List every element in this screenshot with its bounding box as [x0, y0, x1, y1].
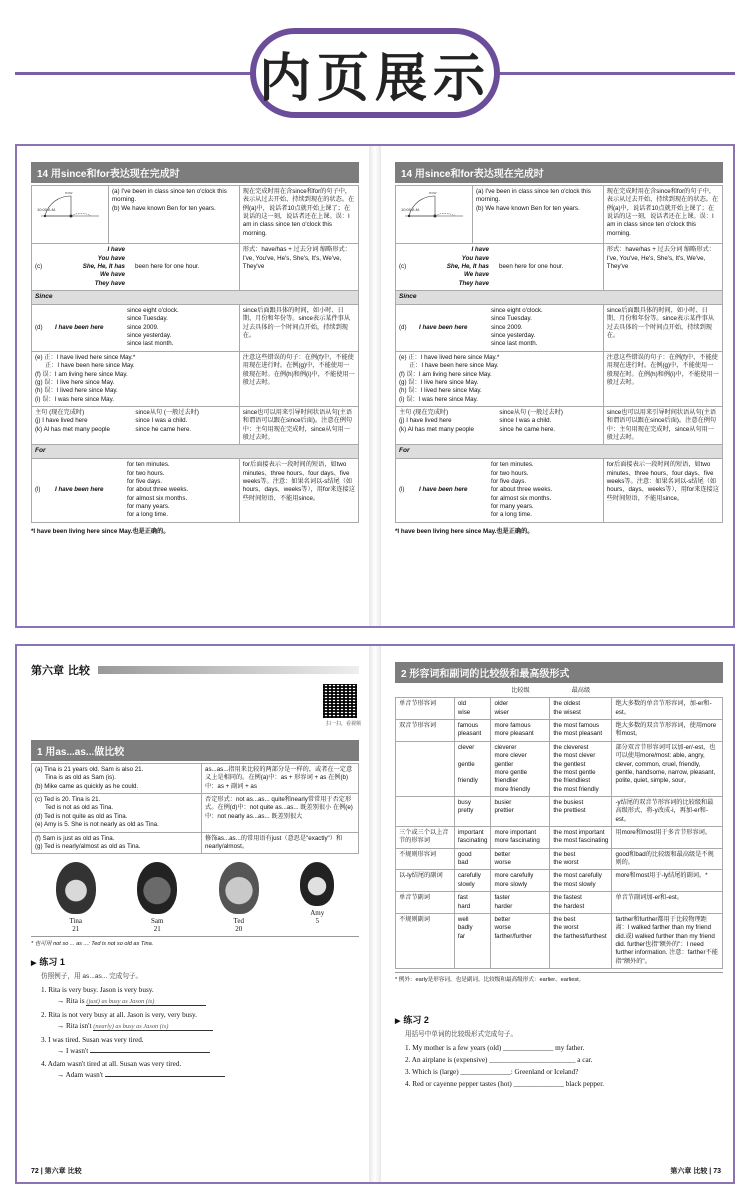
- chapter-title: 第六章 比较: [31, 664, 90, 677]
- table-row: (f) Sam is just as old as Tina. (g) Ted is nearly/almost as old as Tina. 修饰as...as...的常用语有just（意思是"exactly"）和nearly/almost。: [32, 832, 359, 854]
- clock-cell: [32, 186, 109, 244]
- cell-comp: better worse farther/further: [491, 913, 550, 968]
- footnote: * 也可用 not so ... as ...: Ted is not so old as Tina.: [31, 936, 359, 947]
- cell-cat: 以-ly结尾的副词: [396, 870, 455, 892]
- table-row: (d) I have been here since eight o'clock. since Tuesday. since 2009. since yesterday. since last month. since后面跟具体的时间，如小时、日期、月份和年份等。since表示某件事从过去具体的一个时间点开始，持续到现在。: [396, 305, 723, 352]
- ted-portrait: [219, 862, 259, 914]
- example-b: (b) We have known Ben for ten years.: [476, 204, 580, 212]
- for-list: for ten minutes. for two hours. for five days. for about three weeks. for almost six months. for many years. for a long time.: [491, 461, 553, 519]
- section-title: 2 形容词和副词的比较级和最高级形式: [395, 662, 723, 683]
- qr-code[interactable]: [323, 684, 357, 718]
- cell-sup: the most famous the most pleasant: [550, 720, 612, 742]
- table-row: [396, 913, 723, 968]
- cell-cat: 不规则副词: [396, 913, 455, 968]
- table-row: [396, 892, 723, 914]
- verb-phrase: been here for one hour.: [499, 263, 564, 271]
- note-cell: 现在完成时用在含since和for的句子中，表示从过去开始、持续到现在的状态。在例(a)中，说话者10点就开始上课了；在说话的这一刻，说话者还在上课。误：I am in class since ten o'clock this morning.: [239, 186, 358, 244]
- table-row: [396, 741, 723, 796]
- banner-pill: [250, 28, 500, 118]
- cell-note: -y结尾的双音节形容词的比较级和最高级形式，将-y改成-i，再加-er和-est。: [612, 796, 723, 826]
- example-cell: [473, 186, 604, 244]
- cell-note: good和bad的比较级和最高级是不规则的。: [612, 848, 723, 870]
- main-clause: I have been here: [55, 486, 104, 494]
- cell-cat: 单音节副词: [396, 892, 455, 914]
- cell-cat: 双音节形容词: [396, 720, 455, 742]
- since-list: since eight o'clock. since Tuesday. since 2009. since yesterday. since last month.: [491, 307, 543, 348]
- cell-note: 用more和most用于多音节形容词。: [612, 827, 723, 849]
- cell-cat: 单音节形容词: [396, 698, 455, 720]
- banner: [0, 0, 750, 138]
- cell-comp: older wiser: [491, 698, 550, 720]
- page-right: [381, 146, 733, 626]
- table-row: (d) I have been here since eight o'clock. since Tuesday. since 2009. since yesterday. since last month. since后面跟具体的时间，如小时、日期、月份和年份等。since表示某件事从过去具体的一个时间点开始，持续到现在。: [32, 305, 359, 352]
- cell-base: important fascinating: [454, 827, 491, 849]
- clock-label: 10:00 A.M.: [401, 207, 421, 212]
- table-row: (l) I have been here for ten minutes. for two hours. for five days. for about three weeks. for almost six months. for many years. for a long time. for后面接表示一段时间的短语，如two minutes、three hours、four days、five weeks等。注意：如果名词以-s结尾（如hours、days、weeks等），用for来连接这些时间短语，不能用since。: [396, 459, 723, 523]
- cell-base: famous pleasant: [454, 720, 491, 742]
- now-label: now: [429, 190, 437, 195]
- banner-title: 内页展示: [258, 48, 491, 109]
- cell-comp: busier prettier: [491, 796, 550, 826]
- gutter: [369, 646, 381, 1182]
- cell-cat: [396, 741, 455, 796]
- footnote: *I have been living here since May.也是正确的。: [395, 527, 534, 535]
- cell-note: 单音节副词加-er和-est。: [612, 892, 723, 914]
- exercise-instructions: 仿照例子，用 as...as... 完成句子。: [41, 973, 143, 981]
- since-list: since eight o'clock. since Tuesday. since 2009. since yesterday. since last month.: [127, 307, 179, 348]
- main-clause: I have been here: [419, 323, 468, 331]
- chapter-header: [31, 662, 359, 678]
- person-sam: Sam 21: [137, 862, 177, 933]
- row-label: (c): [35, 263, 43, 271]
- table-row: (c) Ted is 20. Tina is 21. Ted is not as old as Tina. (d) Ted is not quite as old as Tina. (e) Amy is 5. She is not nearly as old as Tina. 否定形式：not as...as... quite和nearly常常用于否定形式。在例(d)中：not quite as...as... 既差别很小 在例(e)中：not nearly as...as... 既差别很大: [32, 794, 359, 832]
- answer-blank[interactable]: [90, 1052, 210, 1053]
- main-clause: I have been here: [55, 323, 104, 331]
- page-72: [17, 646, 369, 1182]
- as-as-table: [31, 763, 359, 854]
- cell-comp: better worse: [491, 848, 550, 870]
- table-row: [396, 796, 723, 826]
- exercise-item: 4. Adam wasn't tired at all. Susan was very tired. → Adam wasn't: [31, 1060, 359, 1079]
- cell-sup: the fastest the hardest: [550, 892, 612, 914]
- main-clause: I have been here: [419, 486, 468, 494]
- example-a: (a) I've been in class since ten o'clock this morning.: [112, 188, 227, 204]
- footnote: * 例外：early是形容词，也是副词。比较级和最高级形式：earlier、earliest。: [395, 972, 723, 983]
- clock-label: 10:00 A.M.: [37, 207, 57, 212]
- book-spread-1: [15, 144, 735, 628]
- exercise-item[interactable]: 4. Red or cayenne pepper tastes (hot) ______________ black pepper.: [405, 1080, 604, 1089]
- cell-note: 部分双音节形容词可以加-er/-est，也可以使用more/most: able, angry, clever, common, cruel, friendly, gentle, handsome, narrow, pleasant, polite, quiet, simple, sour。: [612, 741, 723, 796]
- example-b: (b) We have known Ben for ten years.: [112, 204, 216, 212]
- exercise-instructions: 用括号中单词的比较级形式完成句子。: [405, 1031, 518, 1039]
- page-number: 72 | 第六章 比较: [31, 1168, 82, 1175]
- page-left: [17, 146, 369, 626]
- cell-base: busy pretty: [454, 796, 491, 826]
- cell-comp: more famous more pleasant: [491, 720, 550, 742]
- note-cell: for后面接表示一段时间的短语，如two minutes、three hours、four days、five weeks等。注意：如果名词以-s结尾（如hours、days、weeks等），用for来连接这些时间短语，不能用since。: [603, 459, 722, 523]
- table-row: [32, 244, 359, 291]
- cell-comp: faster harder: [491, 892, 550, 914]
- cell-base: good bad: [454, 848, 491, 870]
- person-ted: Ted 20: [219, 862, 259, 933]
- row-label: (c): [399, 263, 407, 271]
- verb-phrase: been here for one hour.: [135, 263, 200, 271]
- cell-base: clever gentle friendly: [454, 741, 491, 796]
- cell-sup: the oldest the wisest: [550, 698, 612, 720]
- triangle-icon: ▶: [31, 960, 37, 968]
- page-number: 第六章 比较 | 73: [670, 1168, 721, 1175]
- answer-blank[interactable]: (nearly) as busy as Jason (is): [93, 1023, 213, 1031]
- cell-sup: the most important the most fascinating: [550, 827, 612, 849]
- note-cell: 现在完成时用在含since和for的句子中，表示从过去开始、持续到现在的状态。在例(a)中，说话者10点就开始上课了；在说话的这一刻，说话者还在上课。误：I am in class since ten o'clock this morning.: [603, 186, 722, 244]
- note-cell: since也可以用来引导时间状语从句(主语和谓语可以跟在since后面)。注意在例句中：主句用现在完成时，since从句用一般过去时。: [603, 407, 722, 445]
- subjects: I have You have She, He, It has We have They have: [446, 246, 489, 287]
- person-amy: Amy 5: [300, 862, 334, 933]
- sam-portrait: [137, 862, 177, 914]
- note-cell: 形式：have/has + 过去分词 缩略形式：I've, You've, He's, She's, It's, We've, They've: [603, 244, 722, 291]
- cell-sup: the best the worst: [550, 848, 612, 870]
- table-row: [396, 870, 723, 892]
- table-row: [396, 186, 723, 244]
- chapter-bar: [98, 666, 359, 674]
- subjects: I have You have She, He, It has We have They have: [82, 246, 125, 287]
- table-row: [396, 698, 723, 720]
- comparison-table: [395, 685, 723, 969]
- since-subhead: Since: [396, 291, 723, 305]
- note-cell: 注意这些错误的句子：在例(f)中，不能使用现在进行时。在例(g)中，不能使用一般现在时。在例(h)和例(i)中，不能使用一般过去时。: [603, 351, 722, 406]
- answer-blank[interactable]: (just) as busy as Jason (is): [86, 998, 206, 1006]
- since-subhead: Since: [32, 291, 359, 305]
- exercise-item[interactable]: 1. My mother is a few years (old) ______________ my father.: [405, 1044, 585, 1053]
- now-label: now: [65, 190, 73, 195]
- table-row: (e) 正：I have lived here since May.* 正：I have been here since May. (f) 误：I am living here since May. (g) 误：I live here since May. (h) 误：I lived here since May. (i) 误：I was here since May. 注意这些错误的句子：在例(f)中，不能使用现在进行时。在例(g)中，不能使用一般现在时。在例(h)和例(i)中，不能使用一般过去时。: [32, 351, 359, 406]
- triangle-icon: ▶: [395, 1018, 401, 1026]
- table-header: 比较级 最高级: [511, 687, 591, 694]
- note-cell: 形式：have/has + 过去分词 缩略形式：I've, You've, He's, She's, It's, We've, They've: [239, 244, 358, 291]
- cell-base: carefully slowly: [454, 870, 491, 892]
- exercise-item[interactable]: 3. Which is (large) ______________: Greenland or Iceland?: [405, 1068, 579, 1077]
- table-row: [396, 720, 723, 742]
- cell-note: more和most用于-ly结尾的副词。*: [612, 870, 723, 892]
- form-cell: [32, 244, 240, 291]
- cell-comp: cleverer more clever gentler more gentle friendlier more friendly: [491, 741, 550, 796]
- note-cell: for后面接表示一段时间的短语，如two minutes、three hours、four days、five weeks等。注意：如果名词以-s结尾（如hours、days、weeks等），用for来连接这些时间短语，不能用since。: [239, 459, 358, 523]
- example-a: (a) I've been in class since ten o'clock this morning.: [476, 188, 591, 204]
- people-illustration: [35, 862, 355, 933]
- table-row: (e) 正：I have lived here since May.* 正：I have been here since May. (f) 误：I am living here since May. (g) 误：I live here since May. (h) 误：I lived here since May. (i) 误：I was here since May. 注意这些错误的句子：在例(f)中，不能使用现在进行时。在例(g)中，不能使用一般现在时。在例(h)和例(i)中，不能使用一般过去时。: [396, 351, 723, 406]
- cell-sup: the cleverest the most clever the gentlest the most gentle the friendliest the most friendly: [550, 741, 612, 796]
- tina-portrait: [56, 862, 96, 914]
- cell-base: old wise: [454, 698, 491, 720]
- amy-portrait: [300, 862, 334, 906]
- grammar-table: [395, 185, 723, 523]
- exercise-1-title: ▶ 练习 1: [31, 957, 65, 968]
- table-row: (a) Tina is 21 years old. Sam is also 21. Tina is as old as Sam (is). (b) Mike came as quickly as he could. as...as...指用来比较的两部分是一样的，或者在一定意义上是相同的。在例(a)中：as + 形容词 + as 在例(b)中：as + 副词 + as: [32, 764, 359, 794]
- person-tina: Tina 21: [56, 862, 96, 933]
- page-73: [381, 646, 733, 1182]
- exercise-item: 1. Rita is very busy. Jason is very busy. → Rita is (just) as busy as Jason (is): [31, 986, 359, 1006]
- cell-comp: more important more fascinating: [491, 827, 550, 849]
- qr-caption: 扫一扫，看视频: [325, 721, 361, 727]
- table-row: [396, 827, 723, 849]
- table-row: 主句 (现在完成时) (j) I have lived here (k) Al has met many people since从句 (一般过去时) since I was a child. since he came here. since也可以用来引导时间状语从句(主语和谓语可以跟在since后面)。注意在例句中：主句用现在完成时，since从句用一般过去时。: [32, 407, 359, 445]
- cell-sup: the busiest the prettiest: [550, 796, 612, 826]
- timeline-diagram: [399, 188, 469, 238]
- cell-cat: [396, 796, 455, 826]
- cell-cat: 不规则形容词: [396, 848, 455, 870]
- exercise-2-title: ▶ 练习 2: [395, 1015, 429, 1026]
- cell-sup: the most carefully the most slowly: [550, 870, 612, 892]
- cell-note: 绝大多数的双音节形容词，使用more和most。: [612, 720, 723, 742]
- cell-comp: more carefully more slowly: [491, 870, 550, 892]
- cell-note: farther和further都用于比较物理距离：I walked farther than my friend did.或I walked further than my friend did. further也指"额外的"：I need further information. 注意：farther不能指"额外的"。: [612, 913, 723, 968]
- section-title: 1 用as...as...做比较: [31, 740, 359, 761]
- section-title: 14 用since和for表达现在完成时: [395, 162, 723, 183]
- table-row: [32, 186, 359, 244]
- exercise-item: 3. I was tired. Susan was very tired. → I wasn't: [31, 1036, 359, 1055]
- footnote: *I have been living here since May.也是正确的。: [31, 527, 170, 535]
- gutter: [369, 146, 381, 626]
- answer-blank[interactable]: [105, 1076, 225, 1077]
- cell-cat: 三个或三个以上音节的形容词: [396, 827, 455, 849]
- note-cell: since后面跟具体的时间，如小时、日期、月份和年份等。since表示某件事从过去具体的一个时间点开始，持续到现在。: [603, 305, 722, 352]
- grammar-table: [31, 185, 359, 523]
- section-title: 14 用since和for表达现在完成时: [31, 162, 359, 183]
- cell-base: fast hard: [454, 892, 491, 914]
- cell-base: well badly far: [454, 913, 491, 968]
- clock-cell: [396, 186, 473, 244]
- cell-sup: the best the worst the farthest/furthest: [550, 913, 612, 968]
- note-cell: 注意这些错误的句子：在例(f)中，不能使用现在进行时。在例(g)中，不能使用一般现在时。在例(h)和例(i)中，不能使用一般过去时。: [239, 351, 358, 406]
- table-row: (l) I have been here for ten minutes. for two hours. for five days. for about three weeks. for almost six months. for many years. for a long time. for后面接表示一段时间的短语，如two minutes、three hours、four days、five weeks等。注意：如果名词以-s结尾（如hours、days、weeks等），用for来连接这些时间短语，不能用since。: [32, 459, 359, 523]
- exercise-item[interactable]: 2. An airplane is (expensive) ________________________ a car.: [405, 1056, 593, 1065]
- for-list: for ten minutes. for two hours. for five days. for about three weeks. for almost six months. for many years. for a long time.: [127, 461, 189, 519]
- example-cell: [109, 186, 240, 244]
- for-subhead: For: [396, 445, 723, 459]
- timeline-diagram: [35, 188, 105, 238]
- exercise-item: 2. Rita is not very busy at all. Jason is very, very busy. → Rita isn't (nearly) as busy as Jason (is): [31, 1011, 359, 1031]
- table-row: [396, 244, 723, 291]
- cell-note: 绝大多数的单音节形容词，加-er和-est。: [612, 698, 723, 720]
- note-cell: since也可以用来引导时间状语从句(主语和谓语可以跟在since后面)。注意在例句中：主句用现在完成时，since从句用一般过去时。: [239, 407, 358, 445]
- for-subhead: For: [32, 445, 359, 459]
- book-spread-2: [15, 644, 735, 1184]
- table-row: [396, 848, 723, 870]
- note-cell: since后面跟具体的时间，如小时、日期、月份和年份等。since表示某件事从过去具体的一个时间点开始，持续到现在。: [239, 305, 358, 352]
- form-cell: [396, 244, 604, 291]
- table-row: 主句 (现在完成时) (j) I have lived here (k) Al has met many people since从句 (一般过去时) since I was a child. since he came here. since也可以用来引导时间状语从句(主语和谓语可以跟在since后面)。注意在例句中：主句用现在完成时，since从句用一般过去时。: [396, 407, 723, 445]
